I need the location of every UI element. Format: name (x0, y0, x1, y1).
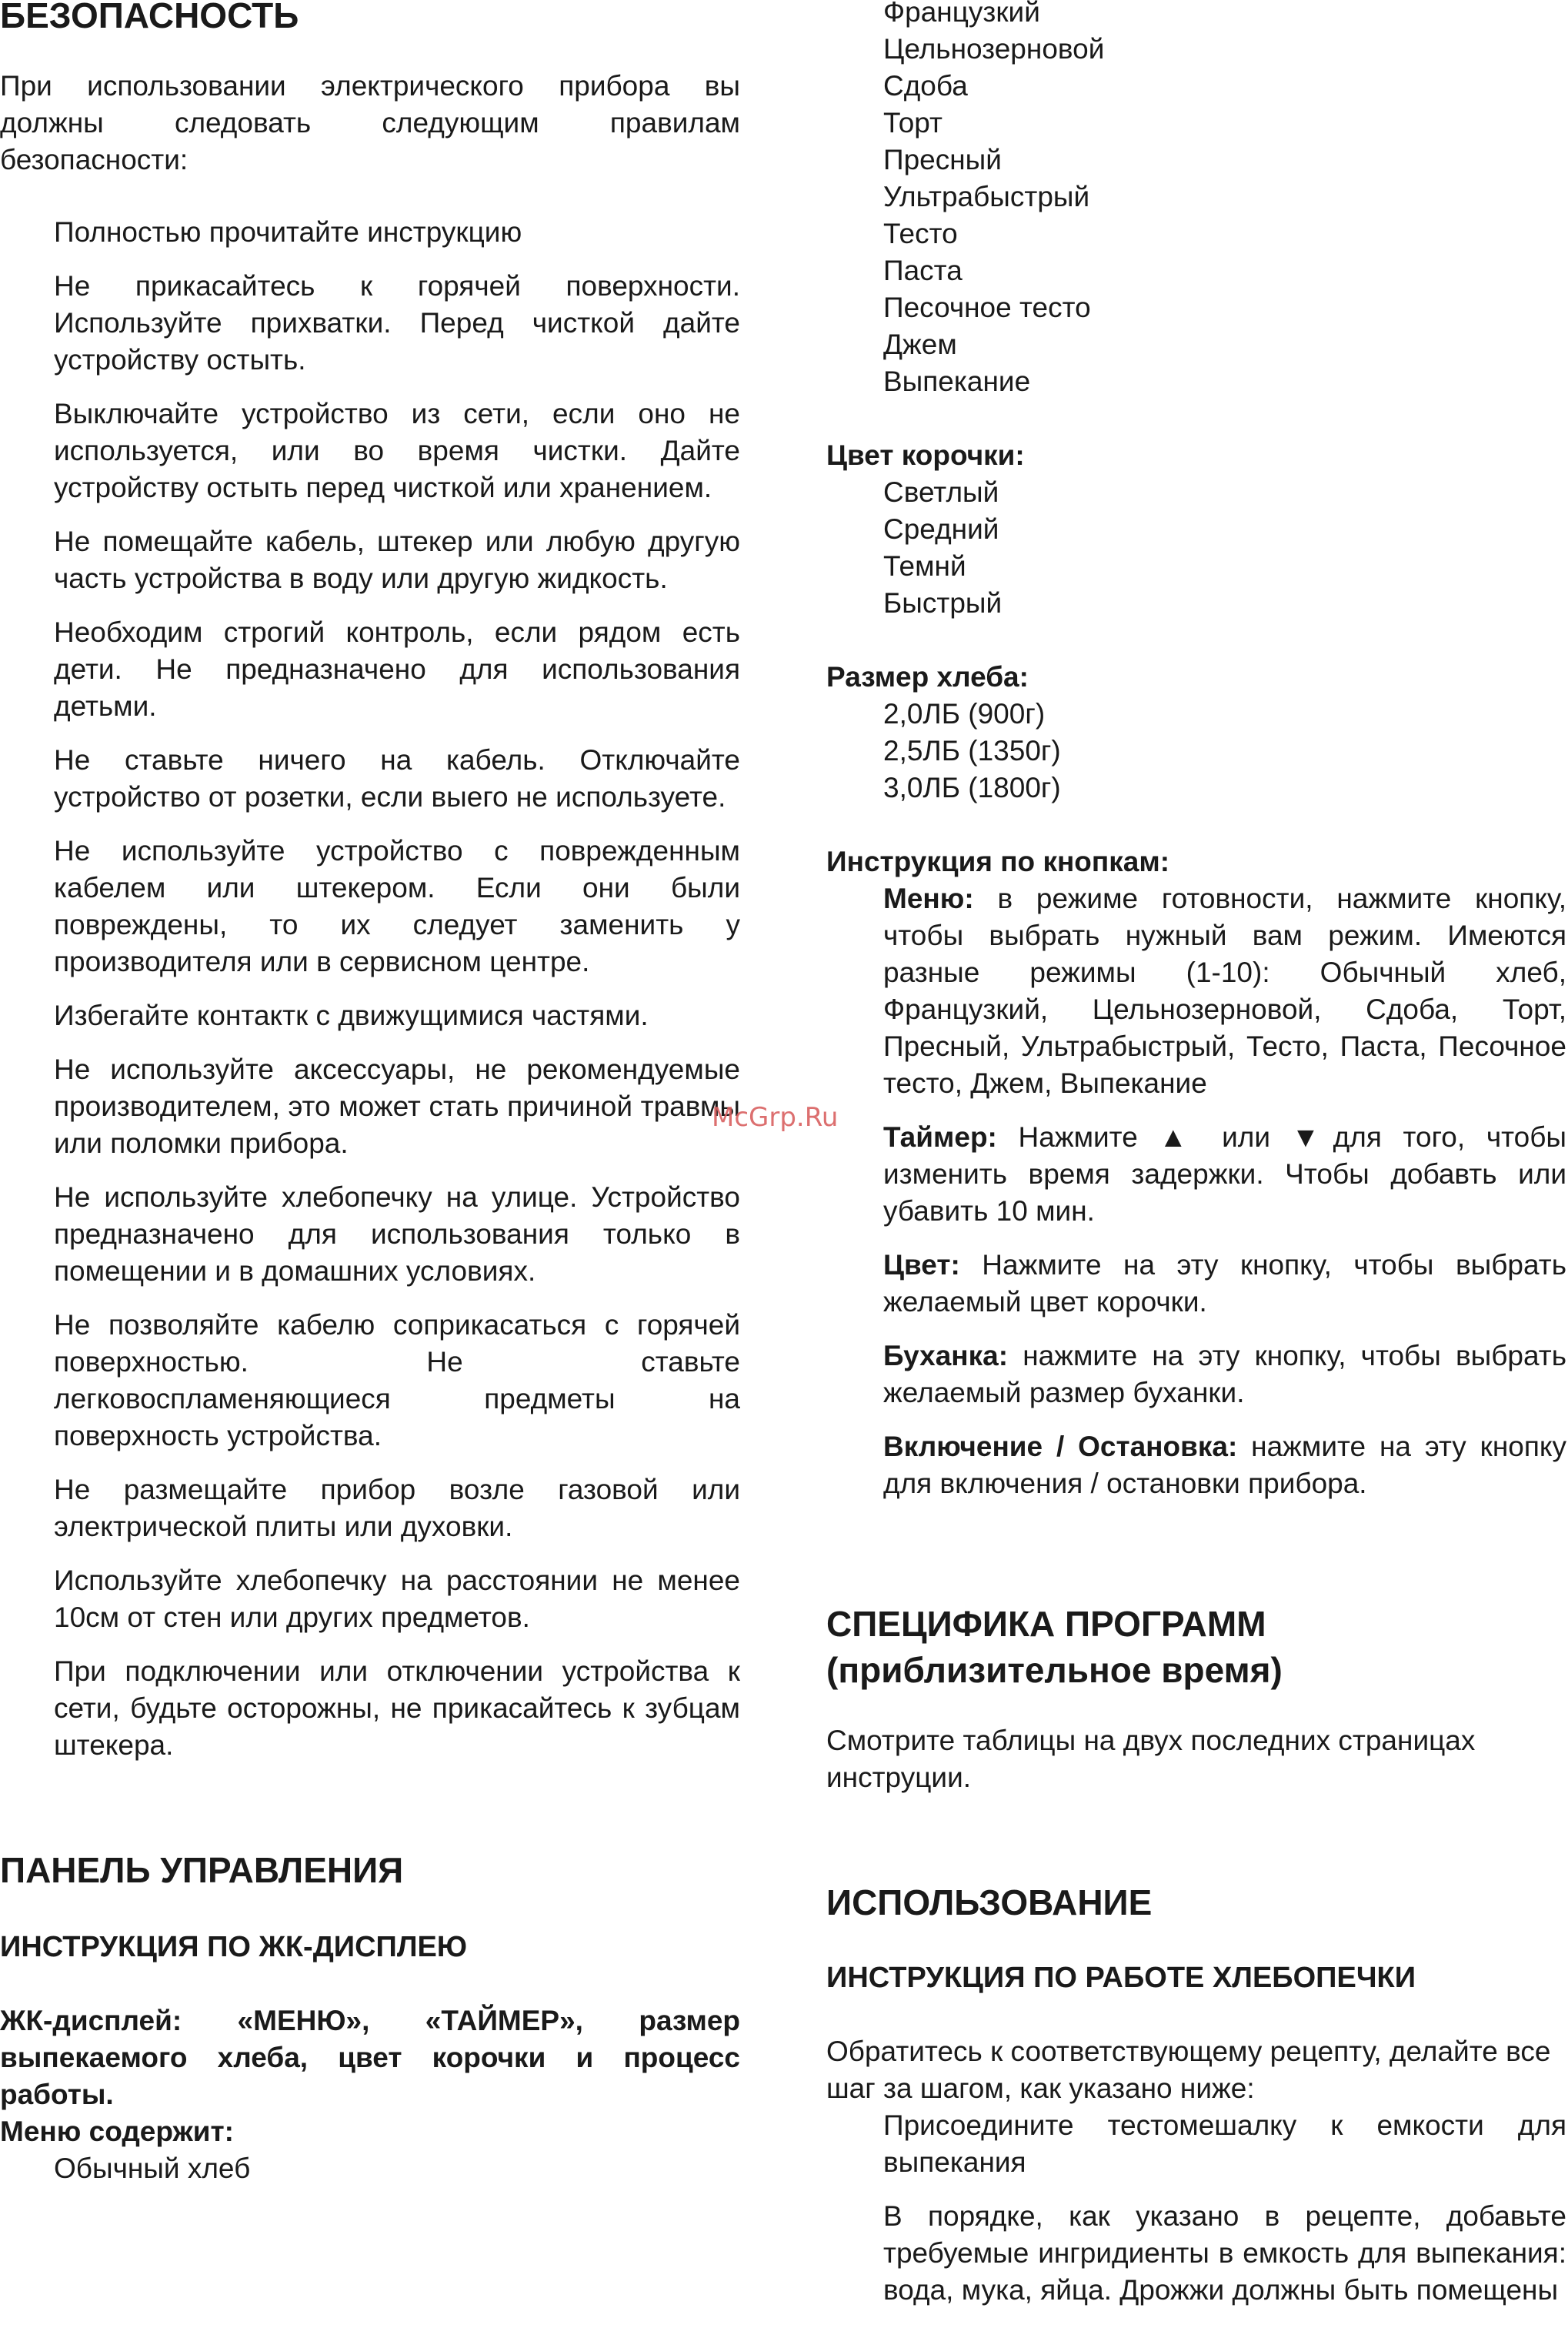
usage-intro: Обратитесь к соответствующему рецепту, делайте все шаг за шагом, как указано ниже: (826, 2036, 1551, 2104)
menu-item: Ультрабыстрый (883, 181, 1090, 212)
button-instruction-menu (826, 880, 1566, 1102)
safety-item: Избегайте контактк с движущимися частями. (54, 1000, 649, 1031)
menu-item: Выпекание (883, 366, 1031, 397)
menu-item: Песочное тесто (883, 292, 1091, 323)
button-text: Нажмите ▲ или ▼для того, чтобы изменить время задержки. Чтобы добавть или убавить 10 мин. (883, 1121, 1566, 1227)
safety-item: Полностью прочитайте инструкцию (54, 216, 522, 248)
usage-title: ИСПОЛЬЗОВАНИЕ (826, 1882, 1153, 1922)
safety-item: Необходим строгий контроль, если рядом есть дети. Не предназначено для использования детьми. (54, 616, 740, 722)
size-item: 2,0ЛБ (900г) (883, 698, 1046, 730)
safety-item: Не помещайте кабель, штекер или любую другую часть устройства в воду или другую жидкость. (54, 526, 740, 594)
buttons-list (826, 880, 1566, 1502)
crust-item: Темнй (883, 550, 966, 582)
menu-list-continued (826, 0, 1566, 400)
safety-item: Не прикасайтесь к горячей поверхности. Используйте прихватки. Перед чисткой дайте устройству остыть. (54, 270, 740, 376)
size-list (826, 696, 1566, 807)
lcd-title: ИНСТРУКЦИЯ ПО ЖК-ДИСПЛЕЮ (0, 1931, 468, 1963)
lcd-description: ЖК-дисплей: «МЕНЮ», «ТАЙМЕР», размер выпекаемого хлеба, цвет корочки и процесс работы. (0, 2005, 740, 2110)
programs-title-line2: (приблизительное время) (826, 1650, 1283, 1690)
menu-item: Паста (883, 255, 962, 286)
button-instruction-timer (826, 1119, 1566, 1230)
menu-item: Торт (883, 107, 942, 139)
menu-item: Сдоба (883, 70, 968, 102)
right-column (826, 0, 1566, 2326)
button-label: Цвет: (883, 1249, 960, 1281)
button-text: в режиме готовности, нажмите кнопку, чтобы выбрать нужный вам режим. Имеются разные режимы (1-10): Обычный хлеб, Французкий, Цельнозерновой, Сдоба, Торт, Пресный, Ультрабыстрый, Тесто, Паста, Песочное тесто, Джем, Выпекание (883, 883, 1566, 1099)
safety-item: Не размещайте прибор возле газовой или электрической плиты или духовки. (54, 1474, 740, 1542)
menu-item: Тесто (883, 218, 958, 249)
safety-item: Не позволяйте кабелю соприкасаться с горячей поверхностью. Не ставьте легковоспламеняющиеся предметы на поверхность устройства. (54, 1309, 740, 1451)
programs-title (826, 1601, 1566, 1693)
watermark-text: McGrp.Ru (712, 1102, 839, 1133)
panel-title: ПАНЕЛЬ УПРАВЛЕНИЯ (0, 1850, 404, 1890)
menu-item: Обычный хлеб (54, 2153, 251, 2184)
menu-item: Джем (883, 329, 957, 360)
crust-list (826, 474, 1566, 622)
menu-item: Французкий (883, 0, 1040, 28)
safety-item: Не ставьте ничего на кабель. Отключайте устройство от розетки, если выего не используете. (54, 744, 740, 813)
size-item: 2,5ЛБ (1350г) (883, 735, 1061, 767)
button-label: Таймер: (883, 1121, 997, 1153)
safety-intro: При использовании электрического прибора вы должны следовать следующим правилам безопасности: (0, 70, 740, 175)
size-title: Размер хлеба: (826, 661, 1029, 693)
safety-title: БЕЗОПАСНОСТЬ (0, 0, 299, 35)
left-column (0, 0, 740, 2187)
usage-subtitle: ИНСТРУКЦИЯ ПО РАБОТЕ ХЛЕБОПЕЧКИ (826, 1962, 1416, 1994)
safety-item: Выключайте устройство из сети, если оно не используется, или во время чистки. Дайте устройству остыть перед чисткой или хранением. (54, 398, 740, 503)
menu-item: Цельнозерновой (883, 33, 1105, 65)
usage-step: В порядке, как указано в рецепте, добавьте требуемые ингридиенты в емкость для выпекания: вода, мука, яйца. Дрожжи должны быть помещены (883, 2200, 1566, 2306)
button-instruction-power (826, 1428, 1566, 1502)
programs-text: Смотрите таблицы на двух последних страницах инструции. (826, 1725, 1476, 1793)
safety-list (0, 214, 740, 1764)
safety-item: Не используйте устройство с поврежденным кабелем или штекером. Если они были повреждены, то их следует заменить у производителя или в сервисном центре. (54, 835, 740, 977)
button-text: нажмите на эту кнопку, чтобы выбрать желаемый размер буханки. (883, 1340, 1566, 1408)
button-label: Буханка: (883, 1340, 1009, 1371)
size-item: 3,0ЛБ (1800г) (883, 772, 1061, 803)
menu-contains-label: Меню содержит: (0, 2116, 234, 2147)
crust-item: Быстрый (883, 587, 1003, 619)
button-instruction-color (826, 1247, 1566, 1321)
crust-item: Средний (883, 513, 999, 545)
safety-item: Не используйте хлебопечку на улице. Устройство предназначено для использования только в помещении и в домашних условиях. (54, 1181, 740, 1287)
menu-item: Пресный (883, 144, 1002, 175)
safety-item: Используйте хлебопечку на расстоянии не менее 10см от стен или других предметов. (54, 1565, 740, 1633)
safety-item: При подключении или отключении устройства к сети, будьте осторожны, не прикасайтесь к зубцам штекера. (54, 1655, 740, 1761)
crust-title: Цвет корочки: (826, 439, 1025, 471)
button-label: Включение / Остановка: (883, 1431, 1238, 1462)
button-instruction-loaf (826, 1338, 1566, 1411)
usage-step: Присоедините тестомешалку к емкости для выпекания (883, 2109, 1566, 2178)
crust-item: Светлый (883, 476, 999, 508)
button-label: Меню: (883, 883, 974, 914)
programs-title-line1: СПЕЦИФИКА ПРОГРАММ (826, 1604, 1266, 1644)
button-text: нажмите на эту кнопку для включения / остановки прибора. (883, 1431, 1567, 1499)
button-text: Нажмите на эту кнопку, чтобы выбрать желаемый цвет корочки. (883, 1249, 1566, 1318)
buttons-title: Инструкция по кнопкам: (826, 846, 1170, 877)
safety-item: Не используйте аксессуары, не рекомендуемые производителем, это может стать причиной травмы или поломки прибора. (54, 1054, 740, 1159)
